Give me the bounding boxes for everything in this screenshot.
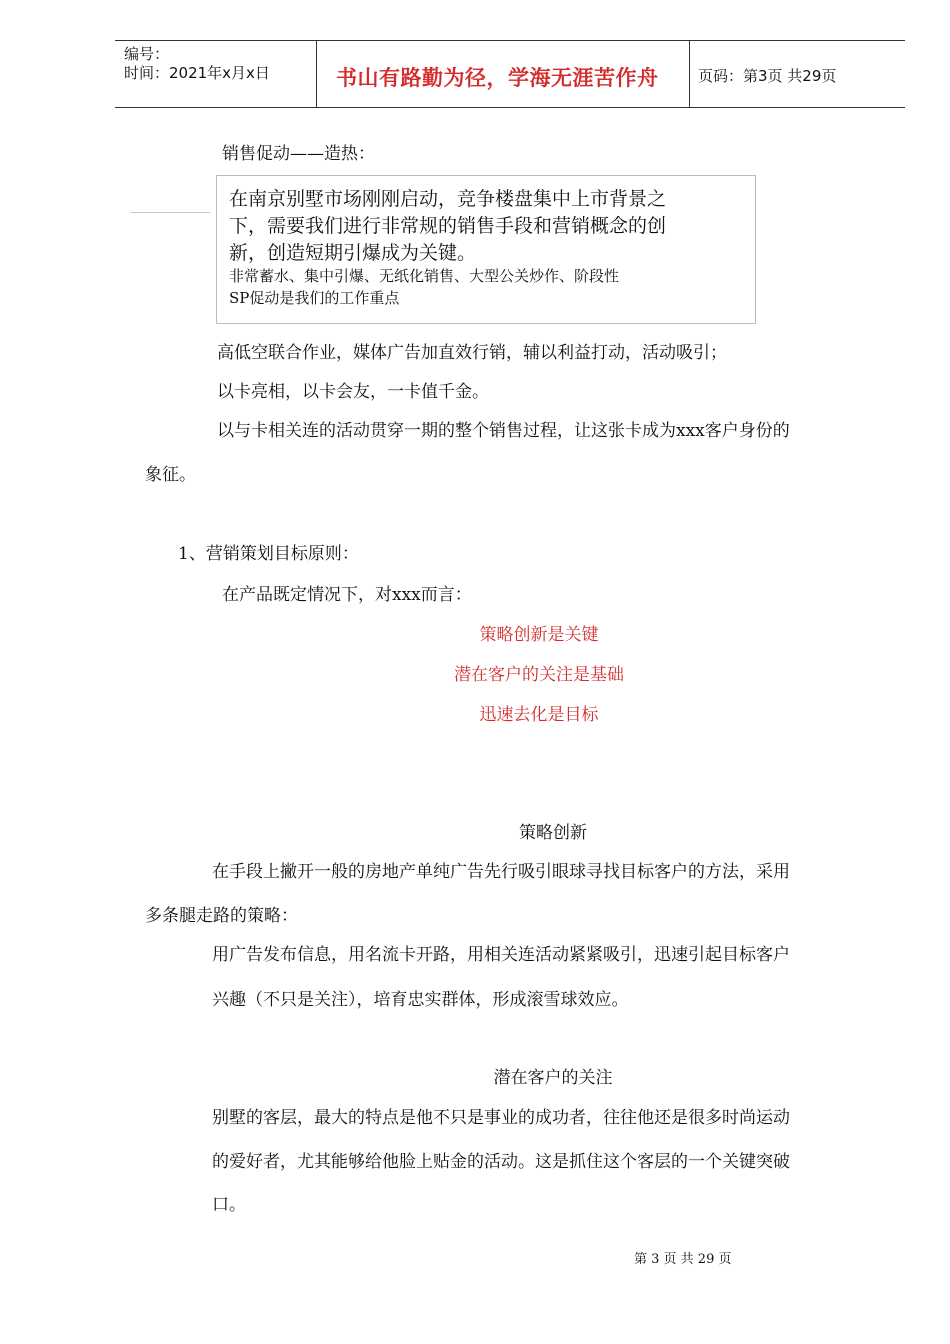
paragraph-3-line-2: 象征。 xyxy=(145,465,196,485)
callout-line-4: 非常蓄水、集中引爆、无纸化销售、大型公关炒作、阶段性 xyxy=(229,267,620,285)
callout-line-2: 下，需要我们进行非常规的销售手段和营销概念的创 xyxy=(229,215,667,237)
clients-line-3: 口。 xyxy=(212,1195,246,1215)
paragraph-3-line-1: 以与卡相关连的活动贯穿一期的整个销售过程，让这张卡成为xxx客户身份的 xyxy=(217,421,790,441)
doc-number-label: 编号： xyxy=(124,45,170,63)
callout-line-1: 在南京别墅市场刚刚启动，竞争楼盘集中上市背景之 xyxy=(229,188,667,210)
callout-line-3: 新，创造短期引爆成为关键。 xyxy=(229,242,477,264)
principle-2: 潜在客户的关注是基础 xyxy=(454,665,624,685)
header-bottom-border xyxy=(115,107,905,108)
header-divider-right xyxy=(689,40,690,108)
header-motto: 书山有路勤为径，学海无涯苦作舟 xyxy=(336,65,659,90)
strategy-line-3: 用广告发布信息，用名流卡开路，用相关连活动紧紧吸引，迅速引起目标客户 xyxy=(212,945,790,965)
strategy-line-2: 多条腿走路的策略： xyxy=(145,906,298,926)
clients-line-1: 别墅的客层，最大的特点是他不只是事业的成功者，往往他还是很多时尚运动 xyxy=(212,1108,790,1128)
clients-line-2: 的爱好者，尤其能够给他脸上贴金的活动。这是抓住这个客层的一个关键突破 xyxy=(212,1152,790,1172)
subheading-strategy: 策略创新 xyxy=(519,823,587,843)
subheading-potential-clients: 潜在客户的关注 xyxy=(493,1068,613,1088)
page-footer: 第 3 页 共 29 页 xyxy=(634,1252,732,1267)
strategy-line-1: 在手段上撇开一般的房地产单纯广告先行吸引眼球寻找目标客户的方法，采用 xyxy=(212,862,790,882)
header-top-border xyxy=(115,40,905,41)
intro-text: 在产品既定情况下，对xxx而言： xyxy=(222,585,472,605)
paragraph-1: 高低空联合作业，媒体广告加直效行销，辅以利益打动，活动吸引； xyxy=(217,343,727,363)
margin-rule xyxy=(130,212,210,213)
heading-1: 1、营销策划目标原则： xyxy=(178,544,359,564)
callout-box xyxy=(216,175,756,324)
section-title: 销售促动——造热： xyxy=(222,144,375,164)
header-divider-left xyxy=(316,40,317,108)
principle-3: 迅速去化是目标 xyxy=(479,705,599,725)
time-label: 时间：2021年x月x日 xyxy=(124,64,270,82)
strategy-line-4: 兴趣（不只是关注），培育忠实群体，形成滚雪球效应。 xyxy=(212,990,629,1010)
paragraph-2: 以卡亮相，以卡会友，一卡值千金。 xyxy=(217,382,489,402)
callout-line-5: SP促动是我们的工作重点 xyxy=(229,289,400,307)
principle-1: 策略创新是关键 xyxy=(479,625,599,645)
page-count-label: 页码：第3页 共29页 xyxy=(698,67,837,85)
